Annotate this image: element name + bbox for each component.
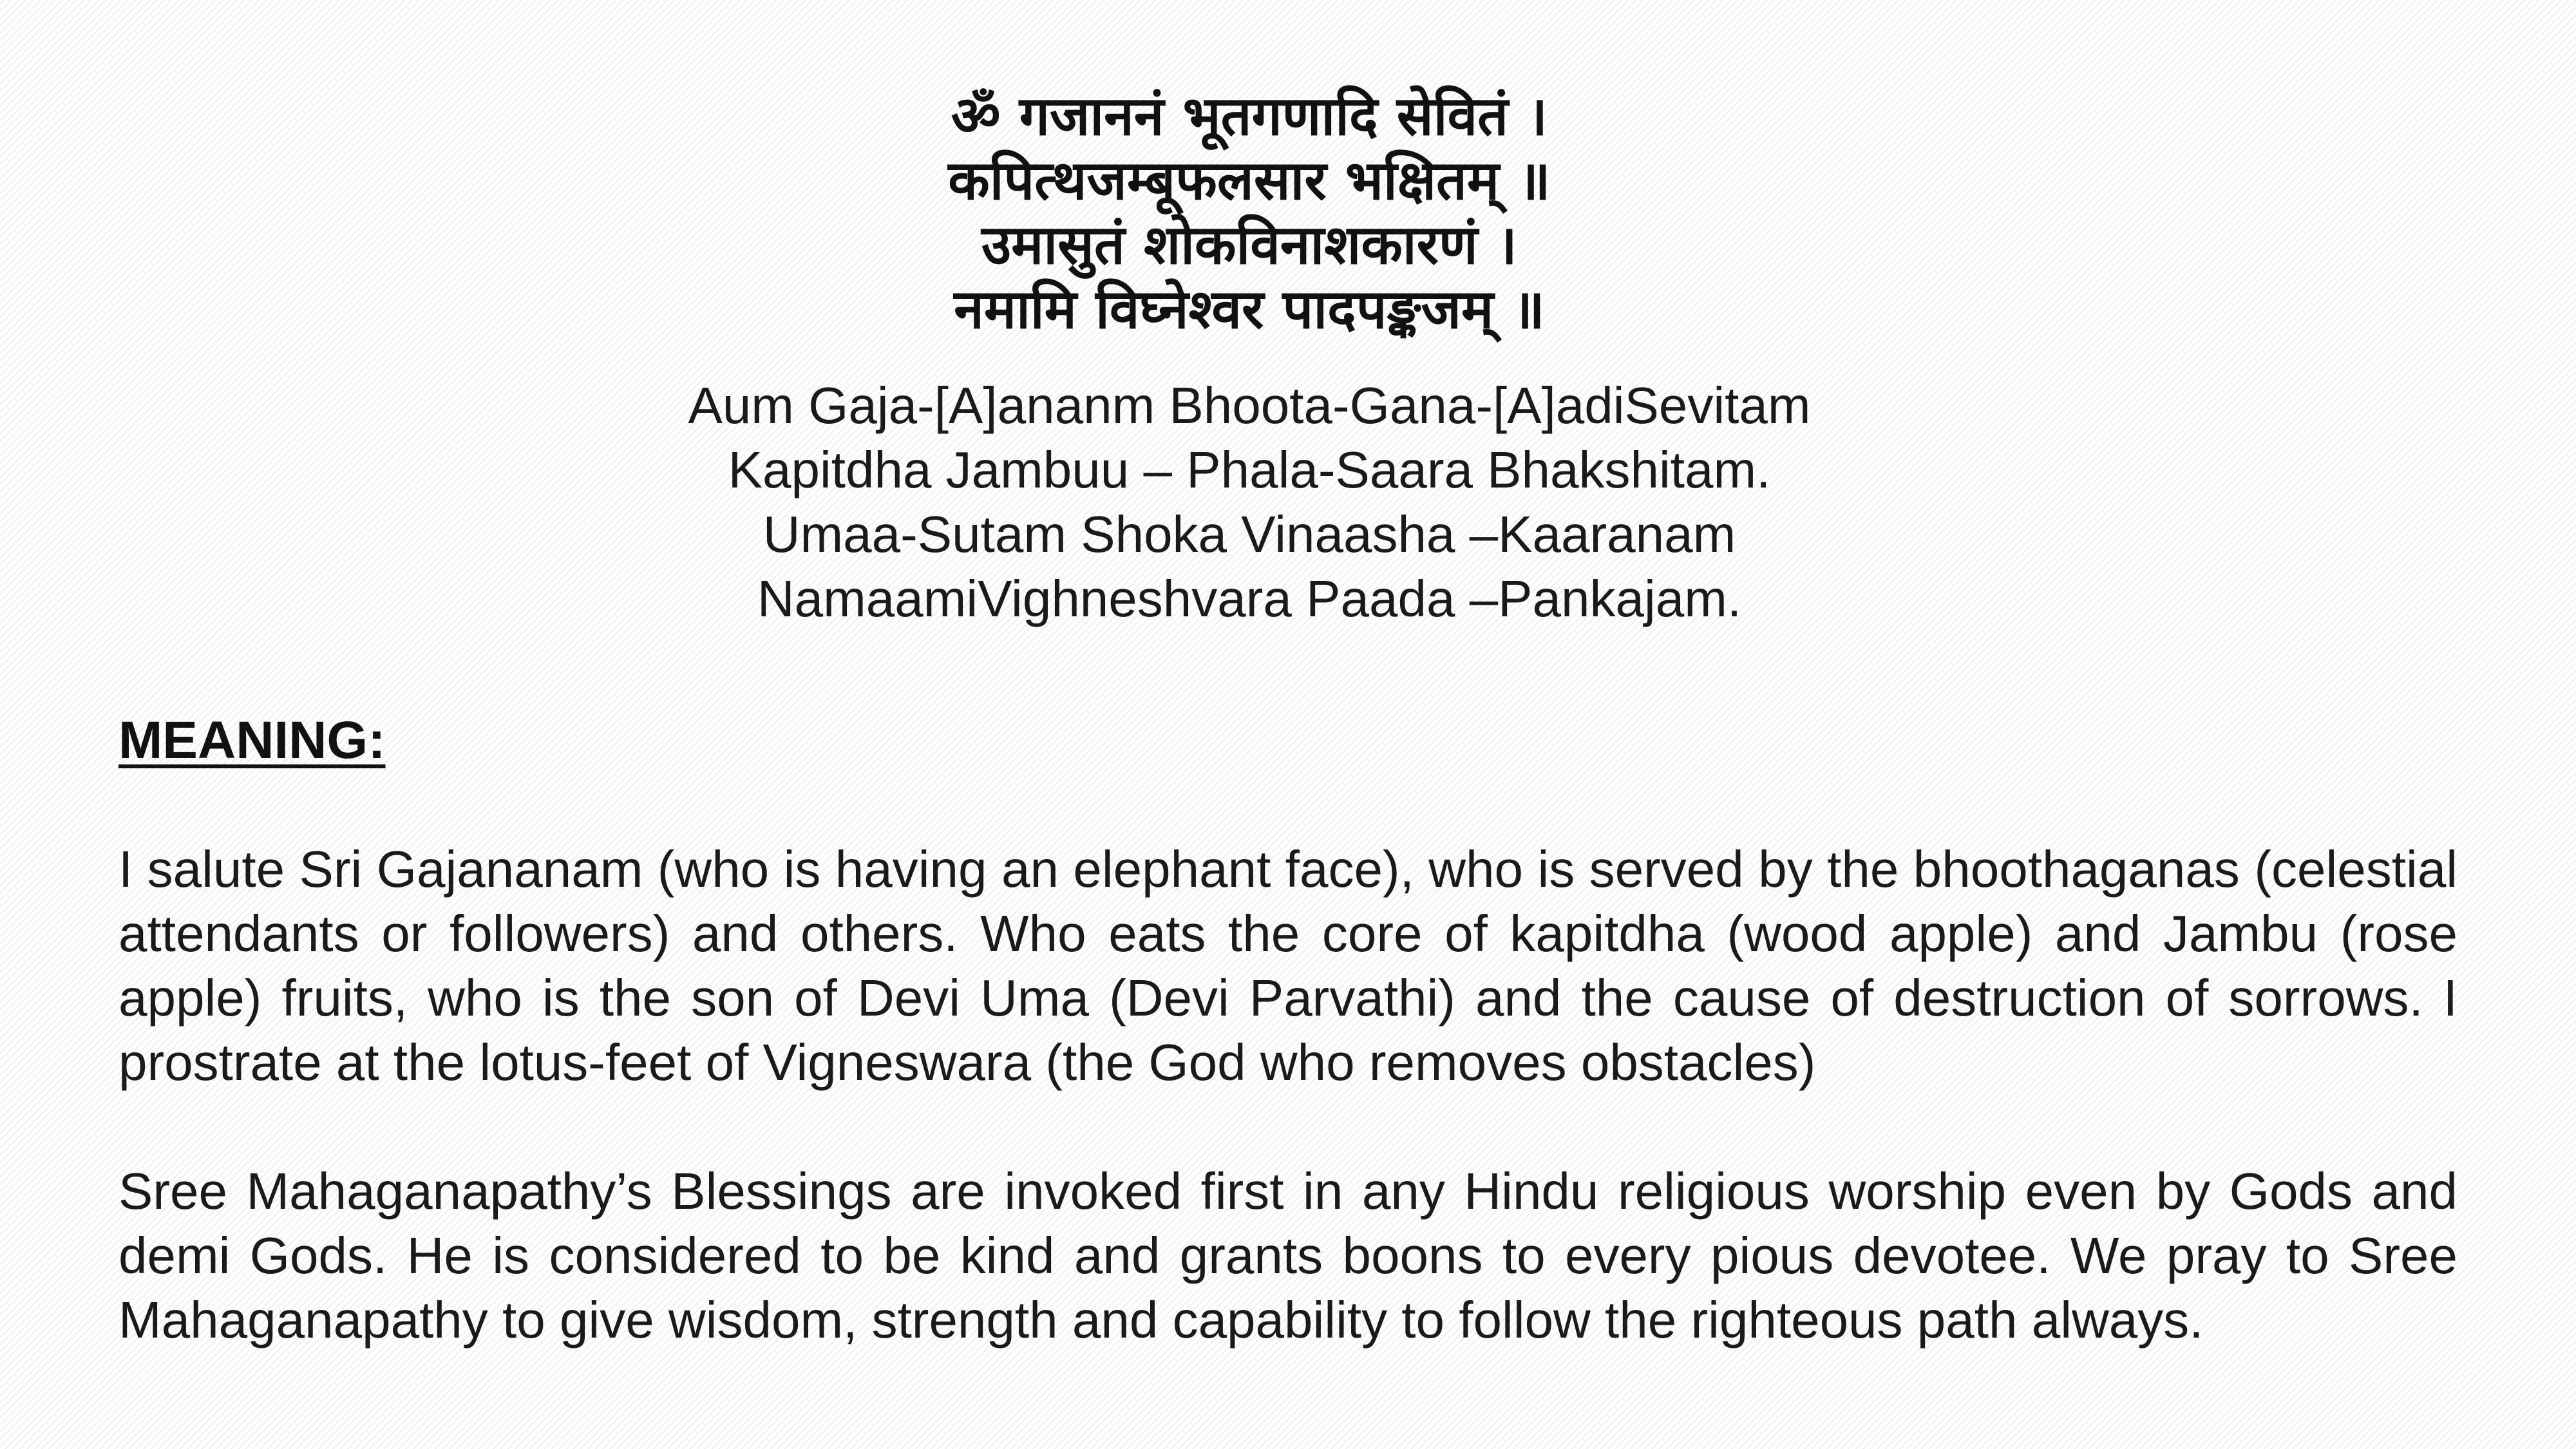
transliteration-line: Kapitdha Jambuu – Phala-Saara Bhakshitam. — [728, 441, 1771, 498]
meaning-heading: MEANING: — [118, 711, 386, 770]
transliteration-line: Aum Gaja-[A]ananm Bhoota-Gana-[A]adiSevitam — [688, 377, 1811, 434]
transliteration-verse — [0, 374, 2499, 631]
sanskrit-verse — [0, 84, 2499, 341]
transliteration-line: NamaamiVighneshvara Paada –Pankajam. — [757, 570, 1742, 627]
meaning-paragraph: I salute Sri Gajananam (who is having an elephant face), who is served by the bhoothaganas (celestial attendants or followers) and others. Who eats the core of kapitdha (wood apple) and Jambu (rose apple) fruits, who is the son of Devi Uma (Devi Parvathi) and the cause of destruction of sorrows. I prostrate at the lotus-feet of Vigneswara (the God who removes obstacles) — [118, 840, 2458, 1091]
sanskrit-line: कपित्थजम्बूफलसार भक्षितम् ॥ — [948, 149, 1551, 212]
blessing-paragraph: Sree Mahaganapathy’s Blessings are invoked first in any Hindu religious worship even by Gods and demi Gods. He is considered to be kind and grants boons to every pious devotee. We pray to Sree Mahaganapathy to give wisdom, strength and capability to follow the righteous path always. — [118, 1162, 2458, 1349]
transliteration-line: Umaa-Sutam Shoka Vinaasha –Kaaranam — [762, 506, 1736, 563]
sanskrit-line: उमासुतं शोकविनाशकारणं । — [981, 213, 1517, 276]
sanskrit-line: नमामि विघ्नेश्वर पादपङ्कजम् ॥ — [954, 278, 1545, 341]
sanskrit-line: ॐ गजाननं भूतगणादि सेवितं । — [951, 84, 1548, 147]
